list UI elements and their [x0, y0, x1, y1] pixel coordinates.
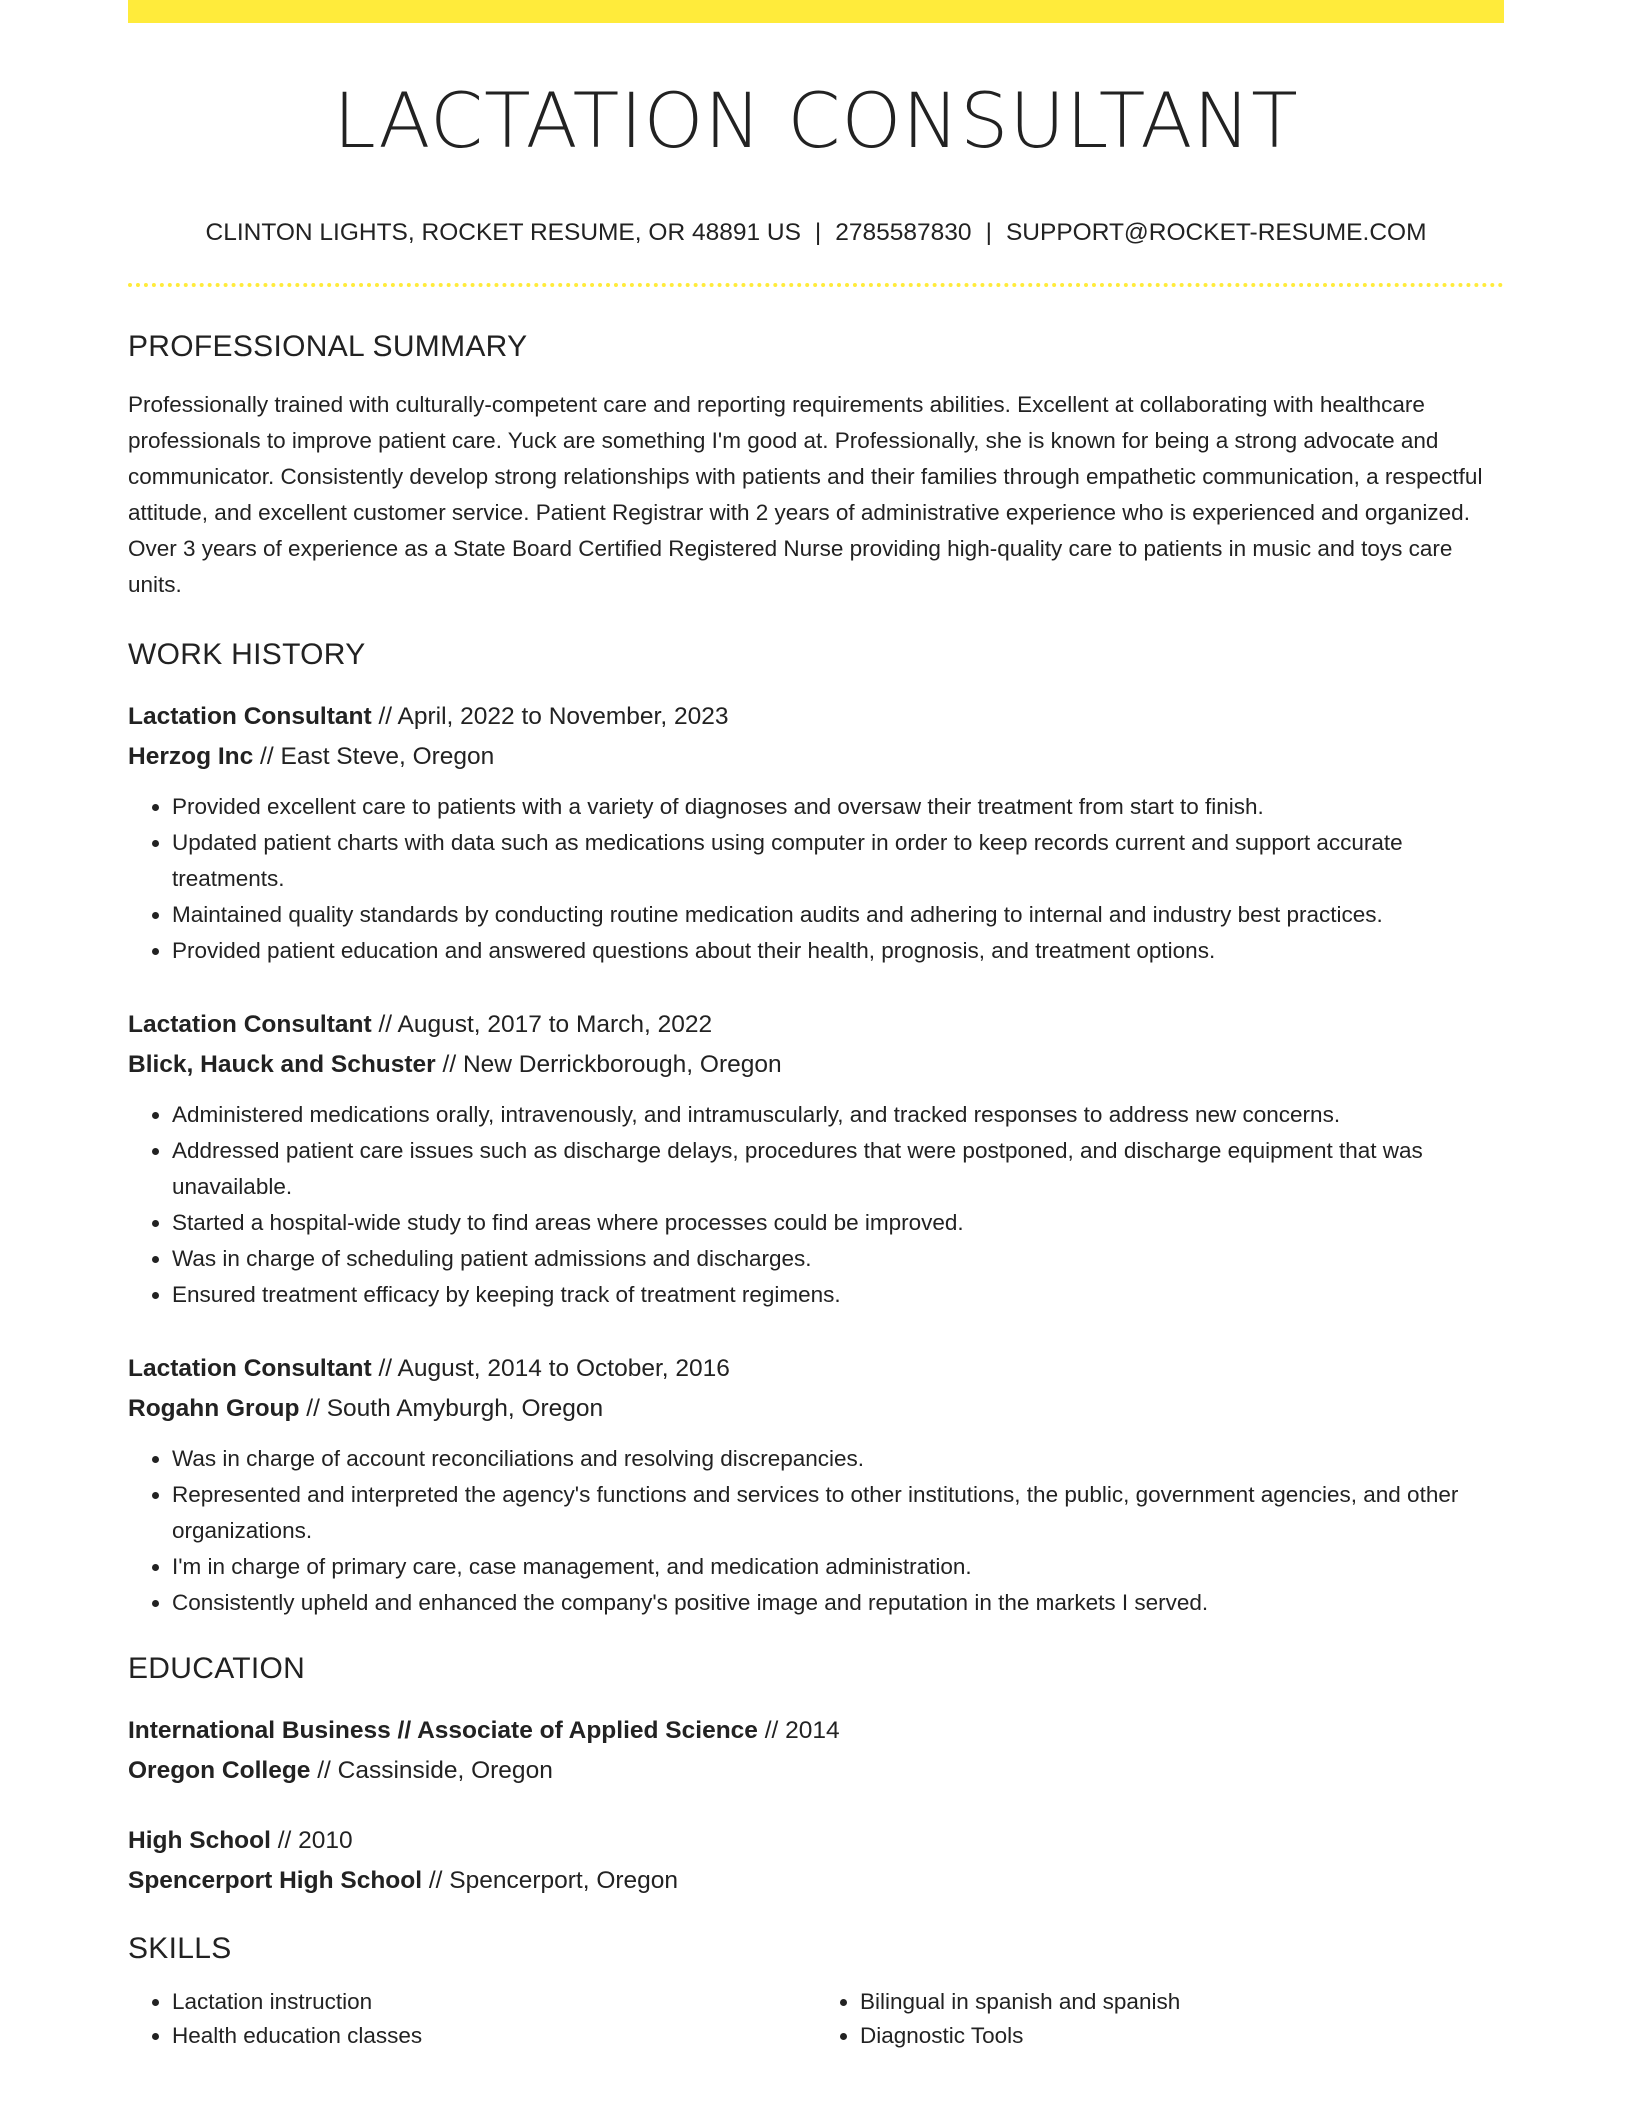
job-bullets — [128, 789, 1504, 969]
skill-item: • Diagnostic Tools — [860, 2019, 1504, 2053]
job-bullet: • Started a hospital-wide study to find areas where processes could be improved. — [172, 1205, 1504, 1241]
skills-column-right — [816, 1985, 1504, 2053]
job-bullet: • I'm in charge of primary care, case management, and medication administration. — [172, 1549, 1504, 1585]
job-role: Lactation Consultant — [128, 703, 372, 731]
education-degree: International Business // Associate of Applied Science — [128, 1717, 758, 1745]
education-entry — [128, 1711, 1504, 1791]
education-school: Spencerport High School — [128, 1867, 423, 1895]
job-bullet: • Maintained quality standards by conducting routine medication audits and adhering to internal and industry best practices. — [172, 897, 1504, 933]
job-company: Blick, Hauck and Schuster — [128, 1051, 436, 1079]
job-bullet: • Updated patient charts with data such as medications using computer in order to keep records current and support accurate treatments. — [172, 825, 1504, 897]
summary-heading: PROFESSIONAL SUMMARY — [128, 330, 528, 364]
job-entry — [128, 1005, 1504, 1313]
job-company: Rogahn Group — [128, 1395, 300, 1423]
contact-phone: 2785587830 — [835, 219, 972, 246]
resume-page — [128, 0, 1504, 2053]
resume-title: LACTATION CONSULTANT — [333, 76, 1299, 165]
skill-item: • Health education classes — [172, 2019, 816, 2053]
education-heading: EDUCATION — [128, 1652, 306, 1686]
contact-email: SUPPORT@ROCKET-RESUME.COM — [1005, 219, 1427, 246]
job-location: // New Derrickborough, Oregon — [435, 1051, 782, 1079]
dotted-divider — [128, 283, 1504, 287]
job-company: Herzog Inc — [128, 743, 254, 771]
job-role: Lactation Consultant — [128, 1011, 372, 1039]
summary-text: Professionally trained with culturally-competent care and reporting requirements abilities. Excellent at collaborating with healthcare professionals to improve patient care. Yuck are something I'm good at. Professionally, she is known for being a strong advocate and communicator. Consistently develop strong relationships with patients and their families through empathetic communication, a respectful attitude, and excellent customer service. Patient Registrar with 2 years of administrative experience who is experienced and organized. Over 3 years of experience as a State Board Certified Registered Nurse providing high-quality care to patients in music and toys care units. — [128, 392, 1483, 598]
education-year: // 2014 — [757, 1717, 840, 1745]
education-degree-line — [128, 1711, 1504, 1751]
education-entry — [128, 1821, 1504, 1901]
contact-line — [128, 218, 1504, 247]
accent-top-bar — [128, 0, 1504, 23]
education-school-line — [128, 1861, 1504, 1901]
job-dates: // August, 2017 to March, 2022 — [371, 1011, 713, 1039]
job-dates: // April, 2022 to November, 2023 — [371, 703, 729, 731]
skill-item: • Lactation instruction — [172, 1985, 816, 2019]
education-school-line — [128, 1751, 1504, 1791]
skills-column-left — [128, 1985, 816, 2053]
education-location: // Cassinside, Oregon — [310, 1757, 553, 1785]
job-bullet: • Administered medications orally, intravenously, and intramuscularly, and tracked responses to address new concerns. — [172, 1097, 1504, 1133]
skills-grid — [128, 1985, 1504, 2053]
job-company-line — [128, 1045, 1504, 1085]
job-bullet: • Represented and interpreted the agency's functions and services to other institutions, the public, government agencies, and other organizations. — [172, 1477, 1504, 1549]
work-history-heading: WORK HISTORY — [128, 638, 366, 672]
education-year: // 2010 — [270, 1827, 353, 1855]
job-company-line — [128, 737, 1504, 777]
job-bullet: • Addressed patient care issues such as discharge delays, procedures that were postponed, and discharge equipment that was unavailable. — [172, 1133, 1504, 1205]
skills-heading: SKILLS — [128, 1932, 232, 1966]
job-bullet: • Consistently upheld and enhanced the company's positive image and reputation in the markets I served. — [172, 1585, 1504, 1621]
skill-item: • Bilingual in spanish and spanish — [860, 1985, 1504, 2019]
job-company-line — [128, 1389, 1504, 1429]
job-role-line — [128, 697, 1504, 737]
job-entry — [128, 697, 1504, 969]
job-bullets — [128, 1097, 1504, 1313]
job-bullet: • Provided patient education and answered questions about their health, prognosis, and treatment options. — [172, 933, 1504, 969]
job-bullet: • Ensured treatment efficacy by keeping track of treatment regimens. — [172, 1277, 1504, 1313]
contact-separator: | — [814, 219, 822, 246]
education-degree-line — [128, 1821, 1504, 1861]
job-entry — [128, 1349, 1504, 1621]
job-bullet: • Was in charge of scheduling patient admissions and discharges. — [172, 1241, 1504, 1277]
job-location: // East Steve, Oregon — [253, 743, 495, 771]
job-location: // South Amyburgh, Oregon — [299, 1395, 604, 1423]
contact-separator: | — [985, 219, 992, 246]
job-role-line — [128, 1349, 1504, 1389]
job-dates: // August, 2014 to October, 2016 — [371, 1355, 730, 1383]
job-role-line — [128, 1005, 1504, 1045]
education-school: Oregon College — [128, 1757, 311, 1785]
education-location: // Spencerport, Oregon — [422, 1867, 679, 1895]
contact-address: CLINTON LIGHTS, ROCKET RESUME, OR 48891 US — [205, 219, 801, 246]
job-bullet: • Was in charge of account reconciliations and resolving discrepancies. — [172, 1441, 1504, 1477]
job-bullets — [128, 1441, 1504, 1621]
job-role: Lactation Consultant — [128, 1355, 372, 1383]
education-degree: High School — [128, 1827, 271, 1855]
job-bullet: • Provided excellent care to patients with a variety of diagnoses and oversaw their treatment from start to finish. — [172, 789, 1504, 825]
